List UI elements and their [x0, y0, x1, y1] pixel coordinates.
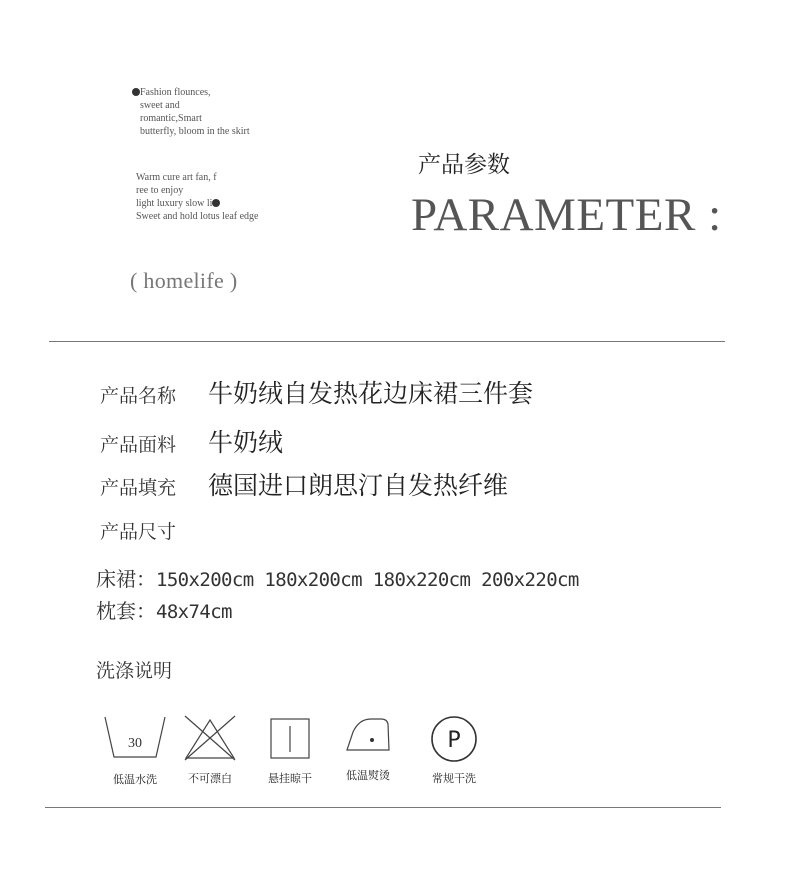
care-caption: 低温熨烫 — [346, 769, 390, 782]
param-label: 产品面料 — [100, 434, 177, 456]
care-title: 洗涤说明 — [96, 660, 173, 682]
param-label: 产品名称 — [100, 385, 177, 407]
size-value: 48x74cm — [156, 601, 232, 623]
wash-30-icon — [103, 714, 167, 760]
care-item-bleach — [178, 714, 242, 786]
bullet-dot-icon — [132, 88, 140, 96]
dry-clean-symbol: P — [447, 728, 461, 753]
size-label: 产品尺寸 — [100, 521, 177, 543]
blurb-top-line: Fashion flounces, — [132, 86, 250, 99]
param-value: 牛奶绒自发热花边床裙三件套 — [208, 379, 534, 408]
blurb-bottom-line: Warm cure art fan, f — [136, 172, 217, 183]
size-key: 床裙： — [96, 567, 156, 591]
param-row-name — [100, 374, 533, 410]
dry-clean-p-icon — [429, 714, 479, 764]
do-not-bleach-icon — [182, 714, 238, 762]
size-value: 150x200cm 180x200cm 180x220cm 200x220cm — [156, 569, 579, 591]
bullet-dot-icon — [212, 199, 220, 207]
size-row-pillowcase — [96, 595, 232, 624]
wash-temperature: 30 — [128, 736, 142, 751]
blurb-bottom-line: ree to enjoy — [136, 185, 184, 196]
blurb-top-line: butterfly, bloom in the skirt — [140, 126, 250, 137]
care-item-iron — [336, 714, 400, 783]
blurb-bottom — [136, 171, 258, 223]
care-caption: 常规干洗 — [432, 772, 476, 785]
hang-dry-icon — [268, 714, 312, 760]
param-value: 牛奶绒 — [208, 428, 284, 457]
param-row-filling — [100, 466, 508, 502]
divider-top — [49, 341, 725, 342]
blurb-bottom-line: Sweet and hold lotus leaf edge — [136, 211, 259, 222]
section-title-cn: 产品参数 — [418, 152, 510, 178]
blurb-top-line: romantic,Smart — [140, 113, 202, 124]
blurb-bottom-line: light luxury slow li — [136, 197, 258, 210]
care-caption: 不可漂白 — [188, 772, 232, 785]
param-value: 德国进口朗思汀自发热纤维 — [208, 471, 509, 500]
blurb-top-line: sweet and — [140, 100, 180, 111]
care-item-dry — [258, 714, 322, 786]
homelife-tagline: ( homelife ) — [130, 268, 238, 293]
care-item-wash — [103, 714, 167, 787]
care-caption: 悬挂晾干 — [268, 772, 312, 785]
divider-bottom — [45, 807, 721, 808]
size-row-bed-skirt — [96, 563, 579, 592]
param-row-material — [100, 423, 283, 459]
iron-low-icon — [343, 714, 393, 754]
care-caption: 低温水洗 — [113, 773, 157, 786]
size-key: 枕套： — [96, 599, 156, 623]
param-label: 产品填充 — [100, 477, 177, 499]
section-title-en: PARAMETER : — [411, 189, 722, 241]
blurb-top — [132, 86, 250, 138]
care-item-dryclean — [422, 714, 486, 786]
